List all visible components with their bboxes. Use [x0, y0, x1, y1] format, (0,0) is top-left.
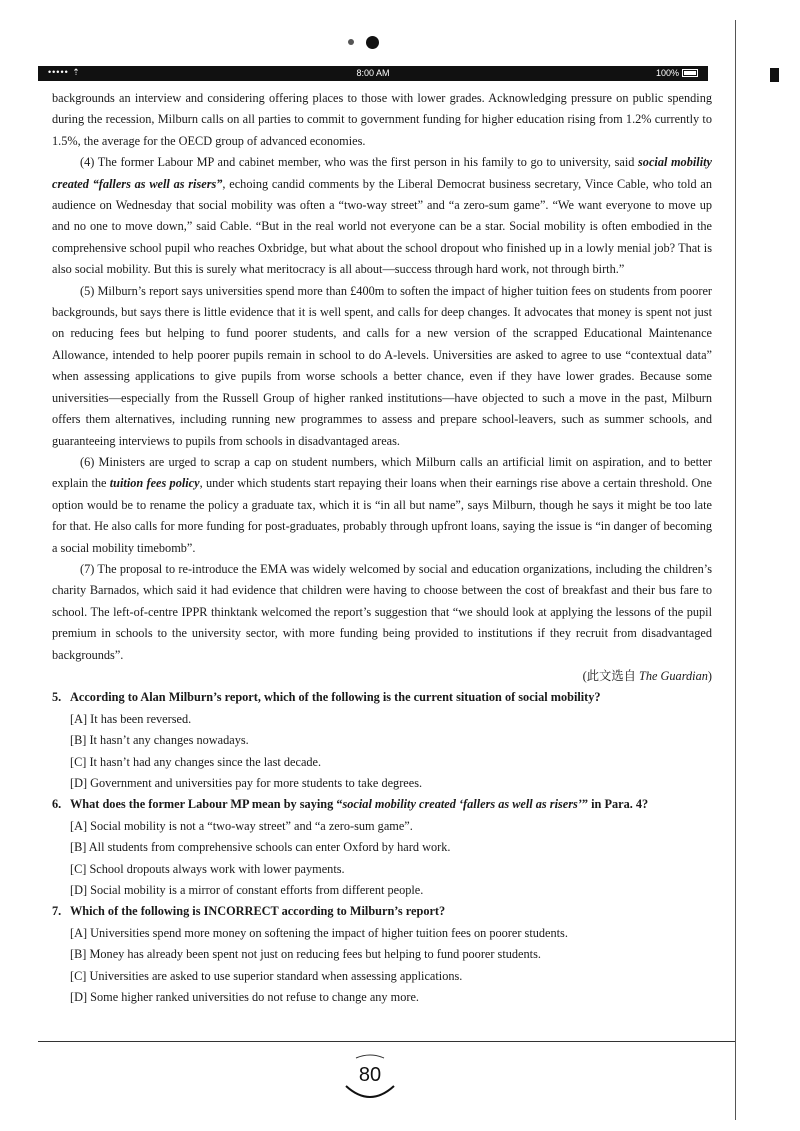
- option-6a[interactable]: [A] Social mobility is not a “two-way street” and “a zero-sum game”.: [70, 818, 413, 833]
- small-dot-icon: [348, 39, 354, 45]
- margin-rule: [735, 20, 736, 1120]
- paragraph-5: (5) Milburn’s report says universities spend more than £400m to soften the impact of higher tuition fees on students from poorer backgrounds, but says there is little evidence that it is well spent, and calls for deep changes. It advocates that money is spent not just on reducing fees but helping to fund poorer students, and calls for a new version of the scrapped Educational Maintenance Allowance, intended to help poorer pupils remain in school to do A-levels. Universities are asked to agree to use “contextual data” when assessing applications to give pupils from worse schools a better chance, even if they have lower grades. Because some universities—especially from the Russell Group of higher ranked institutions—have objected to such a move in the past, Milburn offers them alternatives, including running new programmes to assess and prepare school-leavers, such as summer schools, and guaranteeing interviews to pupils from schools in disadvantaged areas.: [52, 283, 712, 448]
- battery-indicator: 100%: [656, 68, 698, 78]
- status-time: 8:00 AM: [356, 68, 390, 78]
- signal-indicator: ••••• ⇡: [48, 67, 81, 77]
- option-7b[interactable]: [B] Money has already been spent not just on reducing fees but helping to fund poorer students.: [70, 947, 541, 962]
- option-7c[interactable]: [C] Universities are asked to use superior standard when assessing applications.: [70, 968, 463, 983]
- paragraph-7: (7) The proposal to re-introduce the EMA was widely welcomed by social and education organizations, including the children’s charity Barnados, which said it had evidence that children were having to choose between the cost of breakfast and their bus fare to school. The left-of-centre IPPR thinktank welcomed the report’s suggestion that “we should look at applying the lessons of the pupil premium in schools to the university sector, with more funding being provided to institutions if they recruit from disadvantaged backgrounds”.: [52, 561, 712, 662]
- paragraph-continued: backgrounds an interview and considering offering places to those with lower grades. Acknowledging pressure on public spending during the recession, Milburn calls on all parties to commit to government funding for higher education rising from 1.2% currently to 1.5%, the average for the OECD group of advanced economies.: [52, 91, 712, 148]
- question-5: 5. According to Alan Milburn’s report, which of the following is the current situation of social mobility?: [52, 690, 601, 705]
- paragraph-6: (6) Ministers are urged to scrap a cap on student numbers, which Milburn calls an artificial limit on aspiration, and to better explain the tuition fees policy, under which students start repaying their loans when their earnings rise above a certain threshold. One option would be to rename the policy a graduate tax, which it is “in all but name”, says Milburn, though he says it might be too late for that. He also calls for more funding for post-graduates, probably through upfront loans, saying the issue is “in danger of becoming a social mobility timebomb”.: [52, 454, 713, 555]
- page-number: 80: [358, 1064, 382, 1086]
- battery-icon: [682, 69, 698, 77]
- option-5a[interactable]: [A] It has been reversed.: [70, 711, 192, 726]
- question-7: 7. Which of the following is INCORRECT according to Milburn’s report?: [52, 904, 446, 919]
- option-6b[interactable]: [B] All students from comprehensive schools can enter Oxford by hard work.: [70, 840, 451, 855]
- page-number-badge: [338, 1052, 402, 1104]
- option-6c[interactable]: [C] School dropouts always work with lower payments.: [70, 861, 345, 876]
- large-dot-icon: [366, 36, 379, 49]
- option-6d[interactable]: [D] Social mobility is a mirror of constant efforts from different people.: [70, 883, 424, 898]
- quote-emphasis: social mobility created “fallers as well as risers”: [52, 155, 712, 191]
- source-citation: (此文选自 The Guardian): [582, 668, 712, 683]
- margin-tab-marker: [770, 68, 779, 82]
- article-content: [52, 88, 712, 1008]
- paragraph-4: (4) The former Labour MP and cabinet member, who was the first person in his family to go to university, said social mobility created “fallers as well as risers”, echoing candid comments by the Liberal Democrat business secretary, Vince Cable, who told an audience on Wednesday that social mobility was often a “two-way street” and “a zero-sum game”. “We want everyone to move up and no one to move down,” said Cable. “But in the real world not everyone can be a star. Social mobility is often embodied in the comprehensive school pupil who reaches Oxbridge, but what about the school dropout who finished up in a lowly menial job? That is also social mobility. But this is surely what meritocracy is all about—success through hard work, not through birth.”: [52, 155, 712, 277]
- option-7a[interactable]: [A] Universities spend more money on softening the impact of higher tuition fees on poorer students.: [70, 925, 568, 940]
- option-5c[interactable]: [C] It hasn’t had any changes since the last decade.: [70, 754, 322, 769]
- option-7d[interactable]: [D] Some higher ranked universities do not refuse to change any more.: [70, 990, 419, 1005]
- option-5d[interactable]: [D] Government and universities pay for more students to take degrees.: [70, 776, 423, 790]
- bottom-rule: [38, 1041, 735, 1042]
- option-5b[interactable]: [B] It hasn’t any changes nowadays.: [70, 733, 249, 748]
- policy-emphasis: tuition fees policy: [109, 476, 200, 491]
- status-bar: [38, 66, 708, 81]
- question-6: 6. What does the former Labour MP mean by saying “social mobility created ‘fallers as well as risers’” in Para. 4?: [52, 797, 649, 812]
- wifi-icon: ⇡: [72, 67, 81, 77]
